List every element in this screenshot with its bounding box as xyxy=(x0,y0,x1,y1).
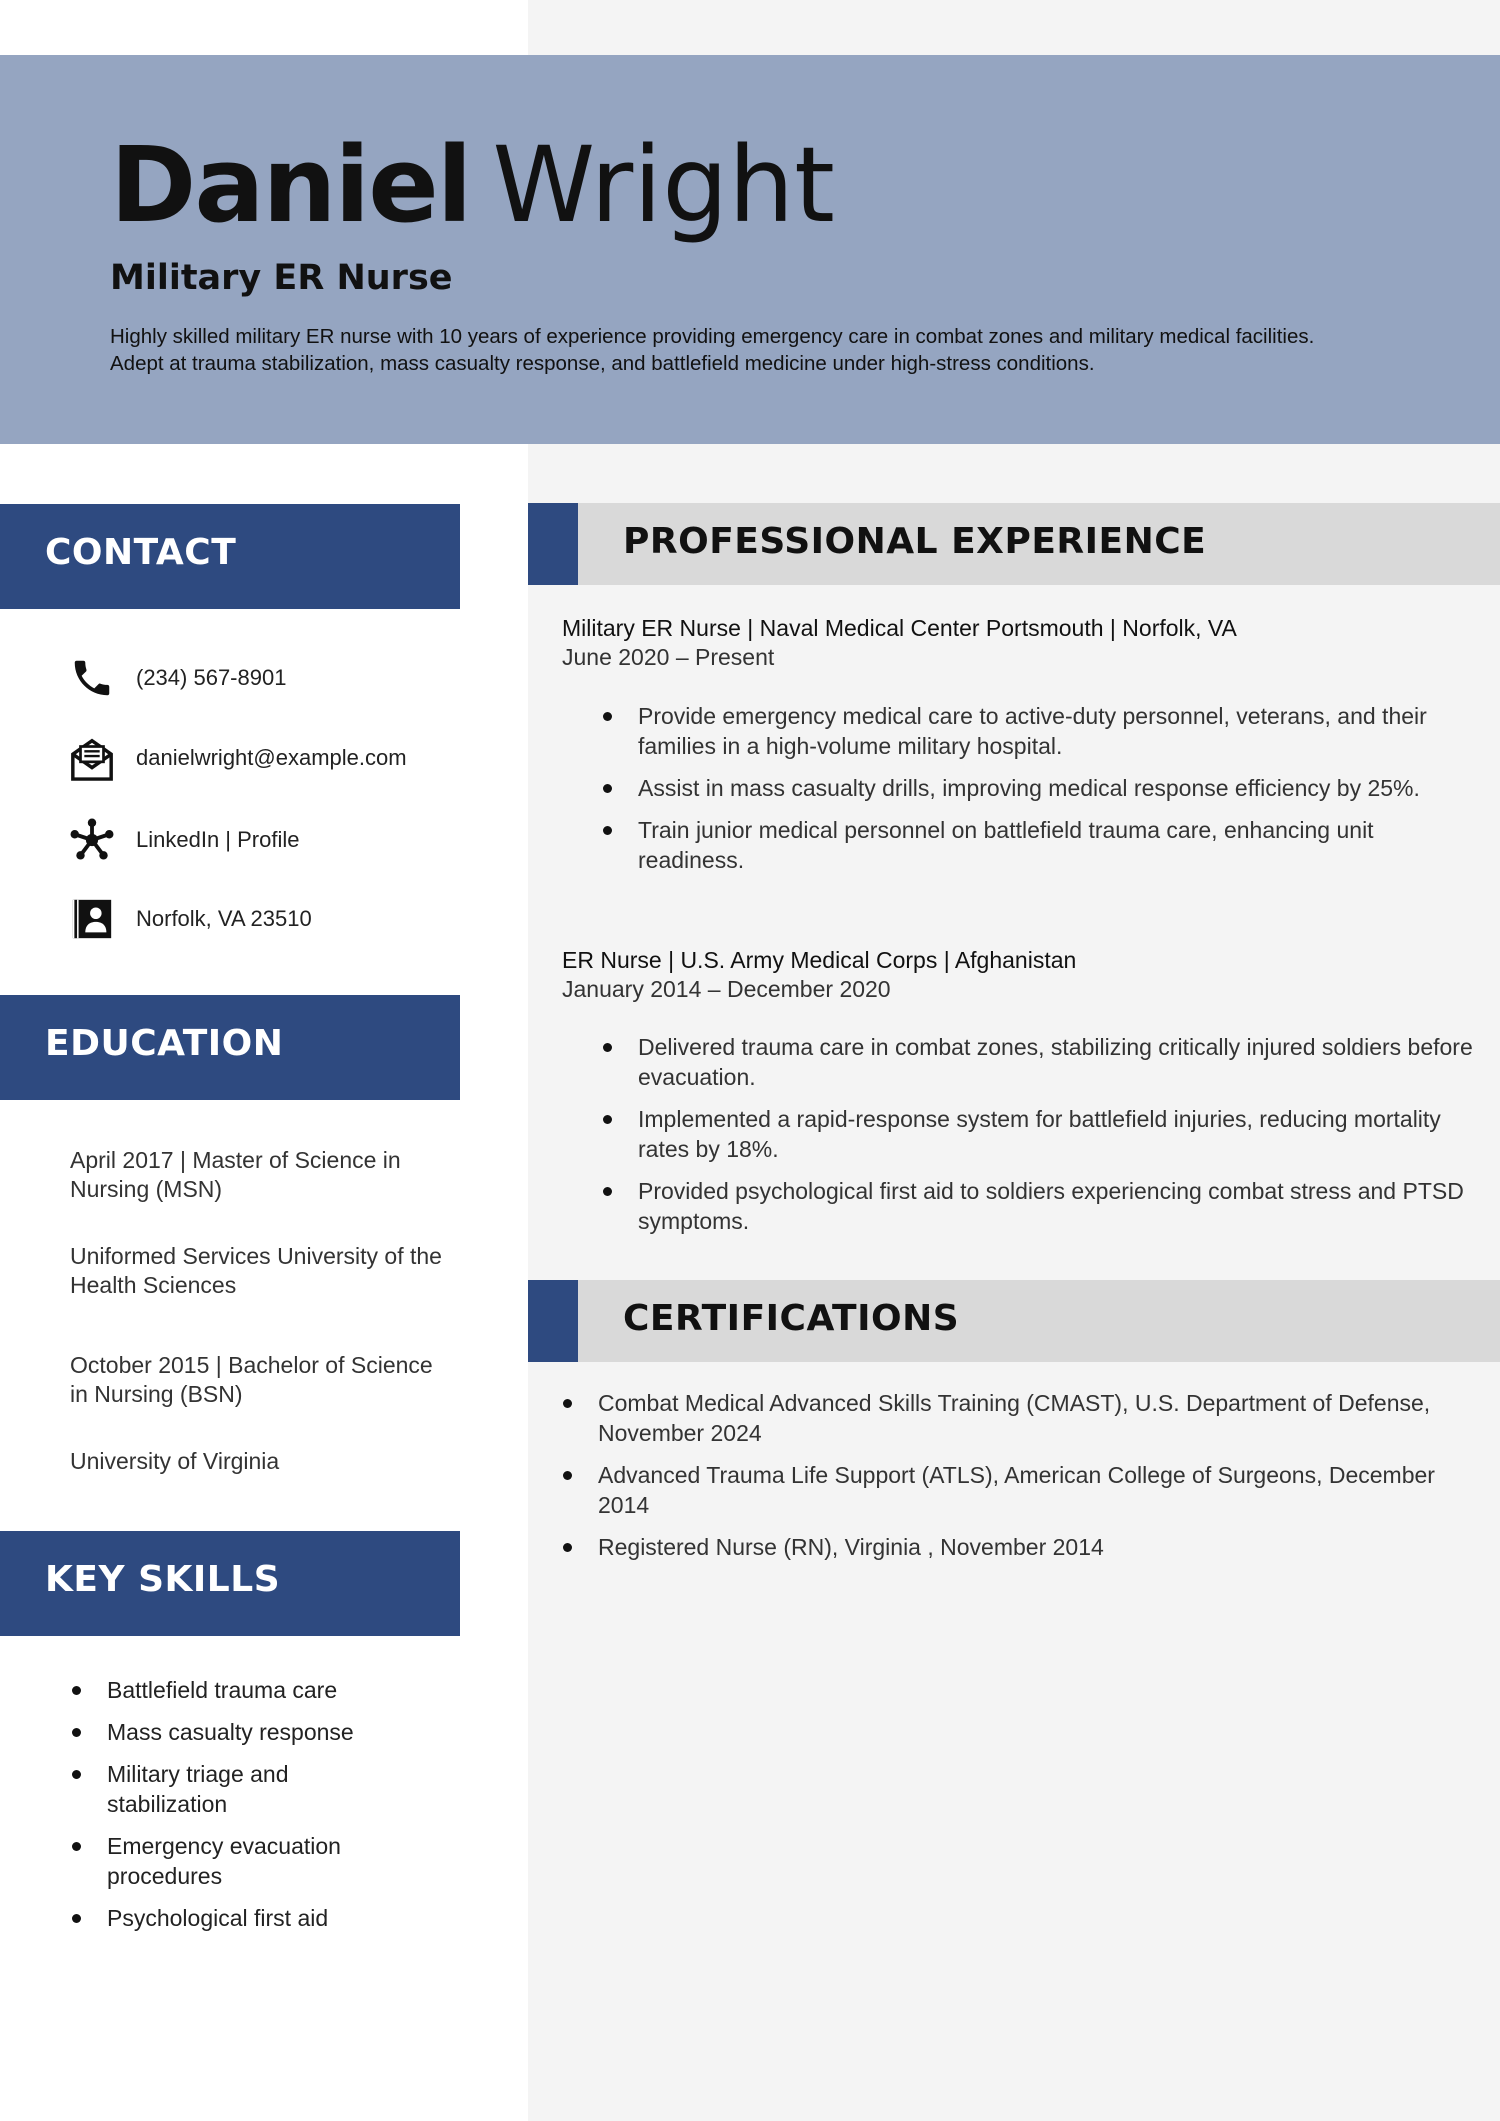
job-title: Military ER Nurse xyxy=(110,258,453,298)
email-text[interactable]: danielwright@example.com xyxy=(136,745,407,770)
experience-heading-bar xyxy=(528,503,1500,585)
contact-address xyxy=(68,893,312,945)
education-degree-1: April 2017 | Master of Science in Nursing (MSN) xyxy=(70,1147,401,1202)
education-heading: EDUCATION xyxy=(45,1023,284,1064)
last-name: Wright xyxy=(492,124,835,246)
skill-item: Psychological first aid xyxy=(70,1903,460,1933)
skill-item: Military triage and stabilization xyxy=(70,1759,337,1819)
contact-heading-bar xyxy=(0,504,460,609)
job-bullet: Assist in mass casualty drills, improving medical response efficiency by 25%. xyxy=(600,773,1480,803)
contact-linkedin xyxy=(68,814,300,866)
certification-item: Combat Medical Advanced Skills Training (CMAST), U.S. Department of Defense, November 2024 xyxy=(560,1388,1440,1448)
summary: Highly skilled military ER nurse with 10 years of experience providing emergency care in combat zones and military medical facilities. Adept at trauma stabilization, mass casualty response, and battlefield medicine under high-stress conditions. xyxy=(110,325,1315,375)
job-bullet: Provide emergency medical care to active-duty personnel, veterans, and their families in a high-volume military hospital. xyxy=(600,701,1480,761)
envelope-icon xyxy=(68,734,116,782)
certifications-heading: CERTIFICATIONS xyxy=(623,1298,960,1339)
job-bullet: Implemented a rapid-response system for battlefield injuries, reducing mortality rates by 18%. xyxy=(600,1104,1480,1164)
job-bullet: Delivered trauma care in combat zones, stabilizing critically injured soldiers before evacuation. xyxy=(600,1032,1480,1092)
job-1-role: Military ER Nurse | Naval Medical Center Portsmouth | Norfolk, VA xyxy=(562,615,1237,641)
education-school-2: University of Virginia xyxy=(70,1448,280,1474)
skills-heading-bar xyxy=(0,1531,460,1636)
job-1-dates: June 2020 – Present xyxy=(562,644,775,670)
address-text: Norfolk, VA 23510 xyxy=(136,906,312,931)
skills-heading: KEY SKILLS xyxy=(45,1559,281,1600)
job-bullet: Train junior medical personnel on battlefield trauma care, enhancing unit readiness. xyxy=(600,815,1480,875)
network-icon xyxy=(68,816,116,864)
job-1-bullets xyxy=(600,701,1480,887)
skill-item: Emergency evacuation procedures xyxy=(70,1831,367,1891)
job-2-role: ER Nurse | U.S. Army Medical Corps | Afghanistan xyxy=(562,947,1077,973)
education-degree-2: October 2015 | Bachelor of Science in Nursing (BSN) xyxy=(70,1352,433,1407)
skill-item: Mass casualty response xyxy=(70,1717,460,1747)
education-school-1: Uniformed Services University of the Health Sciences xyxy=(70,1243,442,1298)
job-bullet: Provided psychological first aid to soldiers experiencing combat stress and PTSD symptoms. xyxy=(600,1176,1480,1236)
education-heading-bar xyxy=(0,995,460,1100)
job-2-bullets xyxy=(600,1032,1480,1248)
phone-text[interactable]: (234) 567-8901 xyxy=(136,665,287,690)
certifications-heading-bar xyxy=(528,1280,1500,1362)
skills-list xyxy=(70,1675,460,1945)
section-accent xyxy=(528,503,578,585)
phone-icon xyxy=(68,654,116,702)
certification-item: Registered Nurse (RN), Virginia , November 2014 xyxy=(560,1532,1440,1562)
contact-phone xyxy=(68,652,287,704)
linkedin-text[interactable]: LinkedIn | Profile xyxy=(136,827,300,852)
candidate-name xyxy=(110,120,835,251)
certification-item: Advanced Trauma Life Support (ATLS), American College of Surgeons, December 2014 xyxy=(560,1460,1440,1520)
contact-email xyxy=(68,732,407,784)
first-name: Daniel xyxy=(110,124,471,246)
contact-heading: CONTACT xyxy=(45,532,237,573)
job-2-dates: January 2014 – December 2020 xyxy=(562,976,891,1002)
address-card-icon xyxy=(68,895,116,943)
section-accent xyxy=(528,1280,578,1362)
certifications-list xyxy=(560,1388,1440,1574)
experience-heading: PROFESSIONAL EXPERIENCE xyxy=(623,521,1207,562)
skill-item: Battlefield trauma care xyxy=(70,1675,460,1705)
